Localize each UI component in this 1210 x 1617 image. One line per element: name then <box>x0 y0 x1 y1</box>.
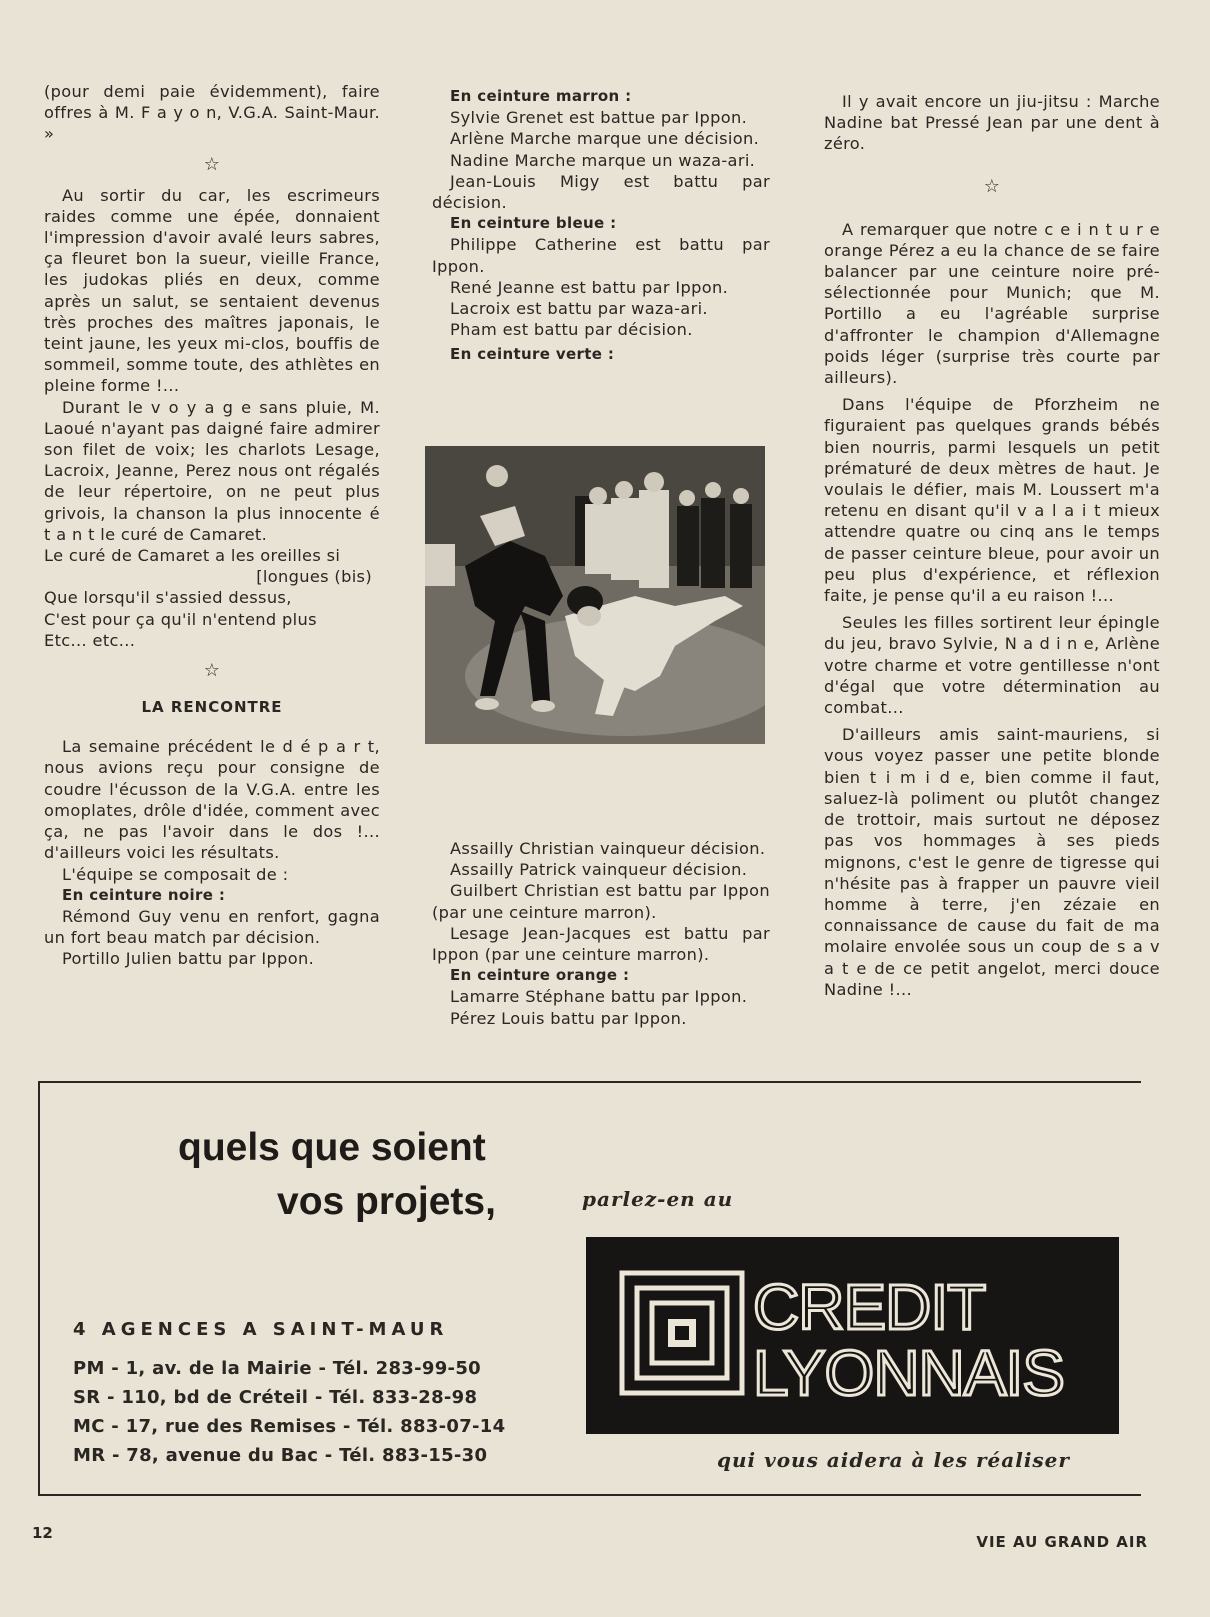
result-line: Rémond Guy venu en renfort, gagna un fort beau match par décision. <box>44 906 380 948</box>
result-line: Arlène Marche marque une décision. <box>450 129 760 149</box>
star-separator: ☆ <box>203 153 221 175</box>
paragraph: A remarquer que notre c e i n t u r e orange Pérez a eu la chance de se faire balancer par une ceinture noire pré-sélectionnée pour Munich; que M. Portillo a eu l'agréable surprise d'affronter le champion d'Allemagne poids léger (surprise très courte par ailleurs). <box>824 219 1160 388</box>
page-number: 12 <box>32 1524 53 1542</box>
article-column-2-continued <box>432 838 770 1029</box>
judo-photo <box>425 446 765 744</box>
ad-agency-address: SR - 110, bd de Créteil - Tél. 833-28-98 <box>73 1387 478 1408</box>
paragraph: D'ailleurs amis saint-mauriens, si vous voyez passer une petite blonde bien t i m i d e, bien comme il faut, saluez-là poliment ou plutôt changez de trottoir, mais surtout ne déposez pas vos hommages à ses pieds mignons, c'est le genre de tigresse qui n'hésite pas à frapper un pauvre vieil homme à terre, j'en zézaie en connaissance de cause du fait de ma molaire envolée sous un coup de s a v a t e de ce petit angelot, merci douce Nadine !... <box>824 725 1160 999</box>
result-line: Jean-Louis Migy est battu par décision. <box>432 171 770 213</box>
result-line: Philippe Catherine est battu par Ippon. <box>432 235 770 276</box>
paragraph: Dans l'équipe de Pforzheim ne figuraient pas quelques grands bébés bien nourris, parmi lesquels un petit prématuré de deux mètres de haut. Je voulais le défier, mais M. Loussert m'a retenu en disant qu'il v a l a i t mieux attendre quatre ou cinq ans le temps de passer ceinture bleue, pour avoir un peu plus d'expérience, et réflexion faite, je pense qu'il a eu raison !... <box>824 395 1160 606</box>
article-column-2 <box>432 86 770 366</box>
result-line: Lamarre Stéphane battu par Ippon. <box>450 987 748 1007</box>
paragraph: L'équipe se composait de : <box>62 864 289 884</box>
paragraph: Il y avait encore un jiu-jitsu : Marche Nadine bat Pressé Jean par une dent à zéro. <box>824 92 1160 154</box>
song-line: Que lorsqu'il s'assied dessus, <box>44 588 292 608</box>
result-line: René Jeanne est battu par Ippon. <box>450 277 729 297</box>
belt-heading: En ceinture bleue : <box>450 214 617 233</box>
paragraph: (pour demi paie évidemment), faire offres à M. F a y o n, V.G.A. Saint-Maur. » <box>44 82 380 144</box>
ad-headline-line-2: vos projets, <box>277 1180 496 1223</box>
paragraph: Durant le v o y a g e sans pluie, M. Laoué n'ayant pas daigné faire admirer son filet de voix; les charlots Lesage, Lacroix, Jeanne, Perez nous ont régalés de leur répertoire, on ne peut plus grivois, la chanson la plus innocente é t a n t le curé de Camaret. <box>44 397 380 544</box>
result-line: Lacroix est battu par waza-ari. <box>450 299 708 319</box>
ad-agencies-heading: 4 AGENCES A SAINT-MAUR <box>73 1319 449 1340</box>
logo-text-credit: CREDIT <box>753 1271 986 1343</box>
ad-slogan: qui vous aidera à les réaliser <box>717 1448 1070 1472</box>
magazine-name: VIE AU GRAND AIR <box>976 1533 1148 1551</box>
belt-heading: En ceinture marron : <box>450 87 632 105</box>
star-separator: ☆ <box>983 175 1001 197</box>
article-column-1 <box>44 81 380 970</box>
result-line: Guilbert Christian est battu par Ippon (par une ceinture marron). <box>432 881 770 922</box>
belt-heading: En ceinture verte : <box>450 345 615 364</box>
credit-lyonnais-logo <box>586 1237 1119 1434</box>
song-line: Le curé de Camaret a les oreilles si <box>44 546 341 566</box>
result-line: Assailly Christian vainqueur décision. <box>450 839 766 858</box>
paragraph: La semaine précédent le d é p a r t, nous avions reçu pour consigne de coudre l'écusson de la V.G.A. entre les omoplates, drôle d'idée, comment avec ça, ne pas l'avoir dans le dos !... d'ailleurs voici les résultats. <box>44 737 380 863</box>
belt-heading: En ceinture noire : <box>62 885 226 904</box>
paragraph: Seules les filles sortirent leur épingle du jeu, bravo Sylvie, N a d i n e, Arlène votre charme et votre gentillesse n'ont d'égal que votre détermination au combat... <box>824 613 1160 718</box>
song-line: Etc... etc... <box>44 630 136 650</box>
ad-agency-address: MR - 78, avenue du Bac - Tél. 883-15-30 <box>73 1445 488 1466</box>
judo-photo-illustration <box>425 446 765 744</box>
paragraph: Au sortir du car, les escrimeurs raides comme une épée, donnaient l'impression d'avoir avalé leurs sabres, ça fleuret bon la sueur, vieille France, les judokas pliés en deux, comme après un salut, se sentaient devenus très proches des maîtres japonais, le teint jaune, les yeux mi-clos, bouffis de sommeil, somme toute, des athlètes en pleine forme !... <box>44 185 380 396</box>
bank-logo-icon <box>586 1237 1119 1434</box>
result-line: Assailly Patrick vainqueur décision. <box>450 860 748 880</box>
song-line: C'est pour ça qu'il n'entend plus <box>44 609 317 629</box>
star-separator: ☆ <box>203 660 221 682</box>
section-title: LA RENCONTRE <box>141 698 283 717</box>
result-line: Sylvie Grenet est battue par Ippon. <box>450 108 748 128</box>
song-line: [longues (bis) <box>256 567 372 587</box>
result-line: Lesage Jean-Jacques est battu par Ippon (par une ceinture marron). <box>432 923 770 965</box>
result-line: Pérez Louis battu par Ippon. <box>450 1008 687 1028</box>
article-column-3 <box>824 91 1160 1000</box>
ad-headline-line-1: quels que soient <box>178 1126 486 1169</box>
logo-text-lyonnais: LYONNAIS <box>753 1337 1064 1409</box>
ad-tagline: parlez-en au <box>582 1187 734 1211</box>
belt-heading: En ceinture orange : <box>450 966 630 985</box>
credit-lyonnais-advertisement <box>38 1081 1141 1496</box>
ad-agency-address: MC - 17, rue des Remises - Tél. 883-07-14 <box>73 1416 506 1437</box>
result-line: Portillo Julien battu par Ippon. <box>62 949 315 969</box>
result-line: Pham est battu par décision. <box>450 320 693 340</box>
ad-agency-address: PM - 1, av. de la Mairie - Tél. 283-99-50 <box>73 1358 481 1379</box>
result-line: Nadine Marche marque un waza-ari. <box>450 150 756 170</box>
